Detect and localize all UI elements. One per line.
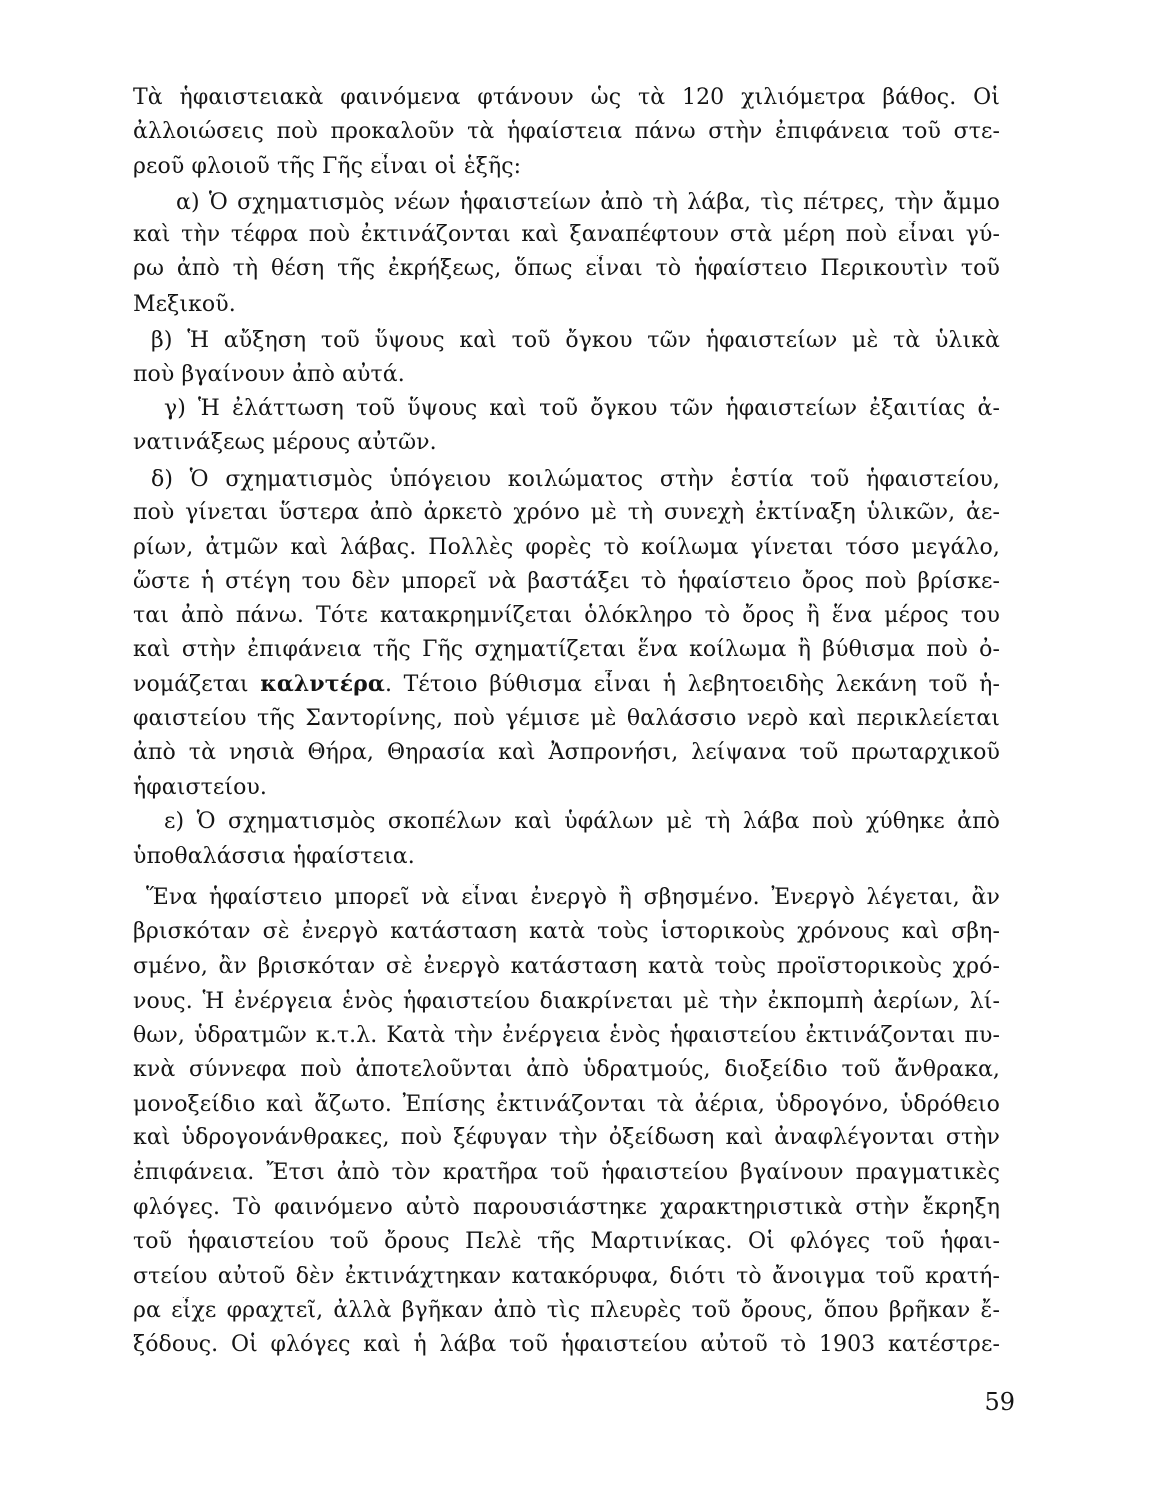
text-line: ται ἀπὸ πάνω. Τότε κατακρημνίζεται ὁλόκληρο τὸ ὄρος ἢ ἕνα μέρος του — [133, 603, 1000, 628]
text-line: ἐπιφάνεια. Ἔτσι ἀπὸ τὸν κρατῆρα τοῦ ἡφαιστείου βγαίνουν πραγματικὲς — [133, 1160, 1000, 1185]
text-line: κνὰ σύννεφα ποὺ ἀποτελοῦνται ἀπὸ ὑδρατμούς, διοξείδιο τοῦ ἄνθρακα, — [133, 1057, 1000, 1082]
text-line: ξόδους. Οἱ φλόγες καὶ ἡ λάβα τοῦ ἡφαιστείου αὐτοῦ τὸ 1903 κατέστρε- — [133, 1332, 1000, 1357]
text-line: ὥστε ἡ στέγη του δὲν μπορεῖ νὰ βαστάξει τὸ ἡφαίστειο ὄρος ποὺ βρίσκε- — [133, 569, 1000, 594]
text-line: Τὰ ἡφαιστειακὰ φαινόμενα φτάνουν ὡς τὰ 120 χιλιόμετρα βάθος. Οἱ — [133, 85, 1000, 110]
text-line: καὶ τὴν τέφρα ποὺ ἐκτινάζονται καὶ ξαναπέφτουν στὰ μέρη ποὺ εἶναι γύ- — [133, 222, 1000, 247]
list-item-d-line: δ) Ὁ σχηματισμὸς ὑπόγειου κοιλώματος στὴν ἑστία τοῦ ἡφαιστείου, — [151, 467, 1000, 492]
paragraph-start-line: Ἕνα ἡφαίστειο μπορεῖ νὰ εἶναι ἐνεργὸ ἢ σβησμένο. Ἐνεργὸ λέγεται, ἂν — [146, 885, 1000, 910]
text-line: ρεοῦ φλοιοῦ τῆς Γῆς εἶναι οἱ ἑξῆς: — [133, 154, 522, 179]
text-line: βρισκόταν σὲ ἐνεργὸ κατάσταση κατὰ τοὺς ἱστορικοὺς χρόνους καὶ σβη- — [133, 919, 1000, 944]
text-line: ποὺ βγαίνουν ἀπὸ αὐτά. — [133, 362, 405, 387]
text-line: τοῦ ἡφαιστείου τοῦ ὄρους Πελὲ τῆς Μαρτινίκας. Οἱ φλόγες τοῦ ἡφαι- — [133, 1229, 1000, 1254]
text-line: νατινάξεως μέρους αὐτῶν. — [133, 430, 437, 455]
text-line: ρω ἀπὸ τὴ θέση τῆς ἐκρήξεως, ὅπως εἶναι τὸ ἡφαίστειο Περικουτὶν τοῦ — [133, 256, 1000, 281]
text-line: ποὺ γίνεται ὕστερα ἀπὸ ἀρκετὸ χρόνο μὲ τὴ συνεχὴ ἐκτίναξη ὑλικῶν, ἀε- — [133, 500, 1000, 525]
text-line: στείου αὐτοῦ δὲν ἐκτινάχτηκαν κατακόρυφα, διότι τὸ ἄνοιγμα τοῦ κρατή- — [133, 1264, 1000, 1289]
text-line: ἀλλοιώσεις ποὺ προκαλοῦν τὰ ἡφαίστεια πάνω στὴν ἐπιφάνεια τοῦ στε- — [133, 119, 1000, 144]
text-line-with-bold-term: νομάζεται καλντέρα. Τέτοιο βύθισμα εἶναι ἡ λεβητοειδὴς λεκάνη τοῦ ἡ- — [133, 671, 1000, 697]
text-line: καὶ στὴν ἐπιφάνεια τῆς Γῆς σχηματίζεται ἕνα κοίλωμα ἢ βύθισμα ποὺ ὀ- — [133, 637, 1000, 662]
text-line: νους. Ἡ ἐνέργεια ἑνὸς ἡφαιστείου διακρίνεται μὲ τὴν ἐκπομπὴ ἀερίων, λί- — [133, 989, 1000, 1014]
bold-term: καλντέρα — [260, 671, 385, 697]
text-line: Μεξικοῦ. — [133, 292, 236, 317]
text-line: καὶ ὑδρογονάνθρακες, ποὺ ξέφυγαν τὴν ὀξείδωση καὶ ἀναφλέγονται στὴν — [133, 1125, 1000, 1150]
text-line: σμένο, ἂν βρισκόταν σὲ ἐνεργὸ κατάσταση κατὰ τοὺς προϊστορικοὺς χρό- — [133, 954, 1000, 979]
text-line: μονοξείδιο καὶ ἄζωτο. Ἐπίσης ἐκτινάζονται τὰ ἀέρια, ὑδρογόνο, ὑδρόθειο — [133, 1092, 1000, 1117]
page-number: 59 — [984, 1388, 1015, 1416]
text-line: φαιστείου τῆς Σαντορίνης, ποὺ γέμισε μὲ θαλάσσιο νερὸ καὶ περικλείεται — [133, 706, 1000, 731]
list-item-c-line: γ) Ἡ ἐλάττωση τοῦ ὕψους καὶ τοῦ ὄγκου τῶν ἡφαιστείων ἐξαιτίας ἀ- — [164, 396, 1000, 421]
text-line: φλόγες. Τὸ φαινόμενο αὐτὸ παρουσιάστηκε χαρακτηριστικὰ στὴν ἔκρηξη — [133, 1195, 1000, 1220]
text-line: ρα εἶχε φραχτεῖ, ἀλλὰ βγῆκαν ἀπὸ τὶς πλευρὲς τοῦ ὄρους, ὅπου βρῆκαν ἔ- — [133, 1298, 1000, 1323]
text-line: ἡφαιστείου. — [133, 775, 267, 800]
text-line: ἀπὸ τὰ νησιὰ Θήρα, Θηρασία καὶ Ἀσπρονήσι, λείψανα τοῦ πρωταρχικοῦ — [133, 740, 1000, 765]
text-line: ρίων, ἀτμῶν καὶ λάβας. Πολλὲς φορὲς τὸ κοίλωμα γίνεται τόσο μεγάλο, — [133, 535, 1000, 560]
list-item-a-line: α) Ὁ σχηματισμὸς νέων ἡφαιστείων ἀπὸ τὴ λάβα, τὶς πέτρες, τὴν ἄμμο — [176, 190, 1000, 215]
text-line: θων, ὑδρατμῶν κ.τ.λ. Κατὰ τὴν ἐνέργεια ἑνὸς ἡφαιστείου ἐκτινάζονται πυ- — [133, 1023, 1000, 1048]
text-line: ὑποθαλάσσια ἡφαίστεια. — [133, 844, 415, 869]
list-item-b-line: β) Ἡ αὔξηση τοῦ ὕψους καὶ τοῦ ὄγκου τῶν ἡφαιστείων μὲ τὰ ὑλικὰ — [151, 328, 1000, 353]
list-item-e-line: ε) Ὁ σχηματισμὸς σκοπέλων καὶ ὑφάλων μὲ τὴ λάβα ποὺ χύθηκε ἀπὸ — [164, 809, 1000, 834]
